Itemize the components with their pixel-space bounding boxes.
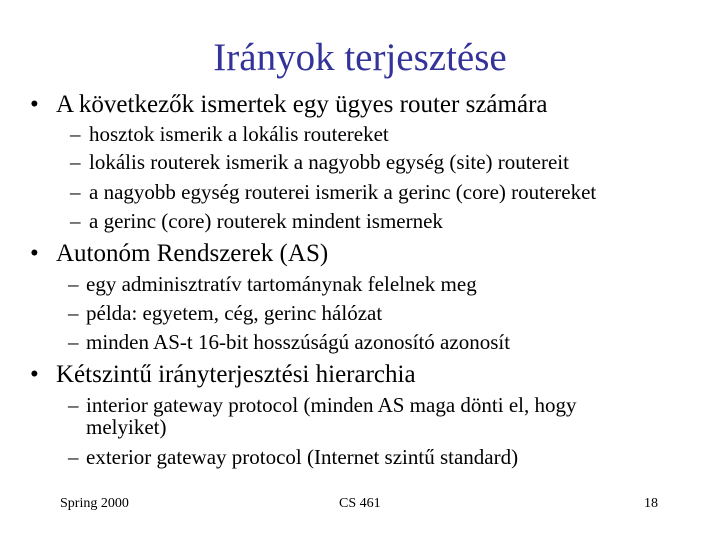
bullet-3 [30, 361, 416, 389]
subitem-3-1-text: interior gateway protocol (minden AS maga dönti el, hogy [86, 393, 577, 417]
bullet-marker: • [30, 91, 39, 118]
subitem-3-2-text: exterior gateway protocol (Internet szintű standard) [86, 445, 519, 469]
subitem-1-3-text: a nagyobb egység routerei ismerik a gerinc (core) routereket [89, 180, 597, 204]
subitem-3-1-continued-text: melyiket) [86, 415, 167, 439]
slide-title: Irányok terjesztése [213, 36, 507, 79]
dash-marker: – [68, 301, 79, 325]
bullet-marker: • [30, 361, 39, 388]
bullet-1-text: A következők ismertek egy ügyes router számára [56, 91, 548, 118]
dash-marker: – [68, 445, 79, 469]
subitem-2-1-text: egy adminisztratív tartománynak felelnek meg [86, 272, 477, 296]
footer-date: Spring 2000 [60, 496, 129, 511]
bullet-3-text: Kétszintű irányterjesztési hierarchia [56, 361, 416, 388]
subitem-2-3-text: minden AS-t 16-bit hosszúságú azonosító azonosít [86, 330, 511, 354]
dash-marker: – [70, 150, 81, 174]
bullet-2-text: Autonóm Rendszerek (AS) [56, 240, 329, 267]
subitem-1-4-text: a gerinc (core) routerek mindent ismernek [89, 209, 443, 233]
footer-course: CS 461 [339, 496, 381, 511]
dash-marker: – [68, 393, 79, 417]
bullet-marker: • [30, 240, 39, 267]
dash-marker: – [70, 122, 81, 146]
bullet-1 [30, 91, 548, 119]
subitem-1-2-text: lokális routerek ismerik a nagyobb egység (site) routereit [89, 150, 569, 174]
dash-marker: – [68, 330, 79, 354]
dash-marker: – [68, 272, 79, 296]
subitem-1-1-text: hosztok ismerik a lokális routereket [89, 122, 389, 146]
dash-marker: – [70, 209, 81, 233]
footer-page-number: 18 [644, 496, 658, 511]
bullet-2 [30, 240, 328, 268]
dash-marker: – [70, 180, 81, 204]
subitem-2-2-text: példa: egyetem, cég, gerinc hálózat [86, 301, 383, 325]
